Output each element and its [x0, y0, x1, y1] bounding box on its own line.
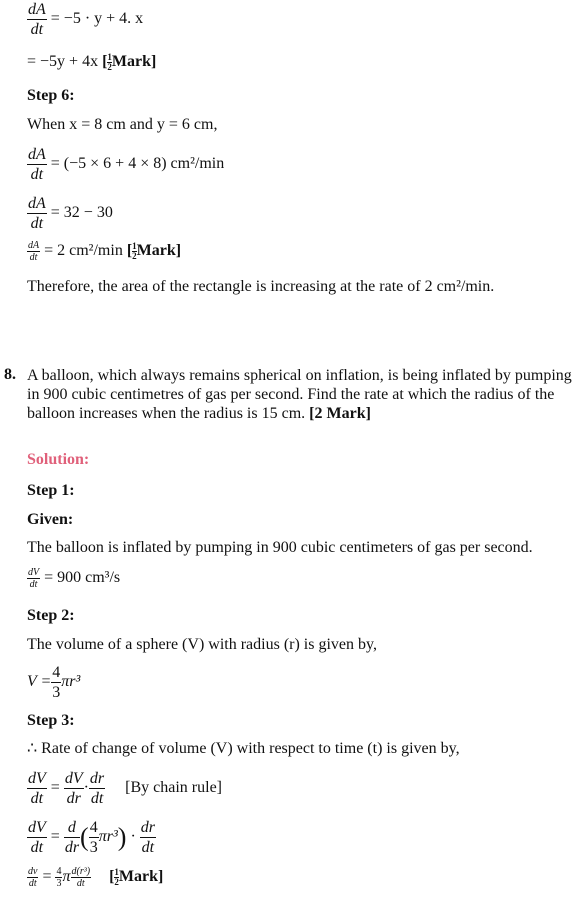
rate-text: ∴ Rate of change of volume (V) with respect to time (t) is given by,: [27, 740, 460, 757]
given-text: The balloon is inflated by pumping in 900 cubic centimeters of gas per second.: [27, 539, 533, 556]
step-2-heading: Step 2:: [27, 607, 75, 624]
half-mark: [ $\frac{1}{2}$ Mark]: [102, 51, 157, 72]
step-3-heading: Step 3:: [27, 712, 75, 729]
step-1-heading: Step 1:: [27, 482, 75, 499]
when-text: When x = 8 cm and y = 6 cm,: [27, 116, 218, 133]
eq-dA-dt-4: $\frac{dA}{dt}$ = 2 cm²/min [ $\frac{1}{2}$ Mark]: [28, 240, 182, 263]
eq-dV-dt: $\frac{dV}{dt}$ = 900 cm³/s: [28, 567, 121, 590]
question-text: A balloon, which always remains spherical on inflation, is being inflated by pumping in 900 cubic centimetres of gas per second. Find the rate at which the radius of the balloon increases when the radius is 15 cm. [2 Mark]: [27, 367, 572, 422]
half-mark: [ $\frac{1}{2}$ Mark]: [109, 867, 164, 887]
eq-volume: V = $\frac{4}{3}$ πr³: [27, 664, 81, 701]
eq-dA-dt-1: $\frac{dA}{dt}$ = −5 · y + 4. x: [28, 1, 144, 38]
solution-heading: Solution:: [27, 451, 90, 468]
eq-derivative: $\frac{dV}{dt}$ = $\frac{d}{dr}$ ( $\frac{4}{3}$ πr³) · $\frac{dr}{dt}$: [28, 819, 155, 856]
question-number: 8.: [4, 366, 16, 383]
eq-dA-dt-2: $\frac{dA}{dt}$ = (−5 × 6 + 4 × 8) cm²/min: [28, 146, 225, 183]
therefore-text: Therefore, the area of the rectangle is increasing at the rate of 2 cm²/min.: [27, 278, 495, 295]
eq-final: $\frac{dv}{dt}$ = $\frac{4}{3}$ π $\frac{\text{d(r³)}}{dt}$ [ $\frac{1}{2}$ Mark]: [28, 866, 164, 889]
fraction: $\frac{dA}{dt}$: [28, 1, 46, 38]
volume-text: The volume of a sphere (V) with radius (r) is given by,: [27, 636, 377, 653]
step-6-heading: Step 6:: [27, 87, 75, 104]
chain-rule-note: [By chain rule]: [125, 779, 223, 797]
eq-dA-dt-3: $\frac{dA}{dt}$ = 32 − 30: [28, 195, 113, 232]
given-heading: Given:: [27, 511, 74, 528]
eq-chain-rule: $\frac{dV}{dt}$ = $\frac{dV}{dr}$ · $\frac{dr}{dt}$ [By chain rule]: [28, 770, 223, 807]
eq-line-2: = −5y + 4x [ $\frac{1}{2}$ Mark]: [27, 51, 157, 72]
question-marks: [2 Mark]: [309, 405, 371, 422]
half-mark: [ $\frac{1}{2}$ Mark]: [126, 241, 182, 261]
